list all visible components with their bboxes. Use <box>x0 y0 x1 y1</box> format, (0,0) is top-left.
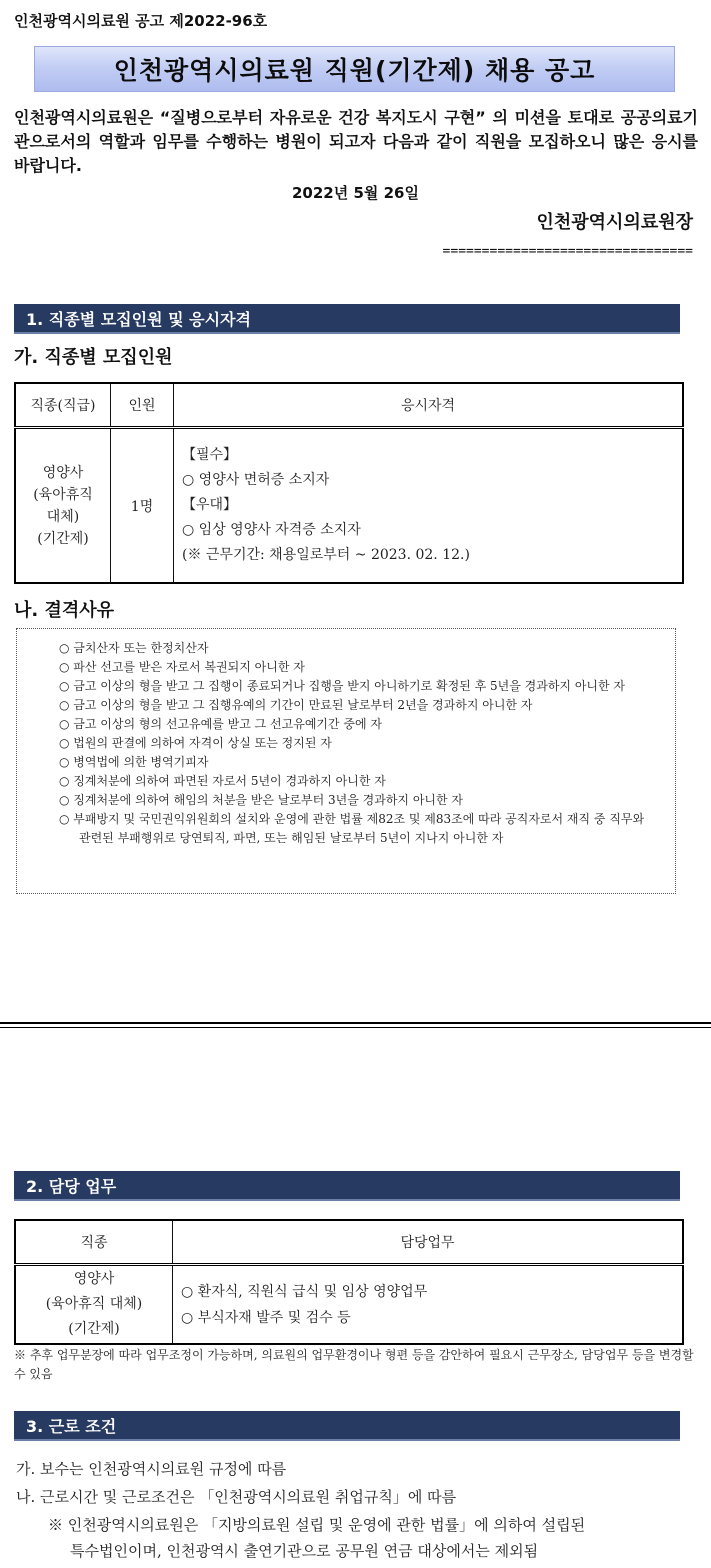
condition-item-b: 나. 근로시간 및 근로조건은 「인천광역시의료원 취업규칙」에 따름 <box>16 1488 457 1506</box>
page-divider-thin <box>0 1027 711 1028</box>
condition-note-line2: 특수법인이며, 인천광역시 출연기관으로 공무원 연금 대상에서는 제외됨 <box>70 1542 539 1560</box>
qualification-cell <box>174 428 684 584</box>
required-label: 【필수】 <box>182 447 238 463</box>
condition-item-a: 가. 보수는 인천광역시의료원 규정에 따름 <box>16 1460 287 1478</box>
duty-item: ○ 부식자재 발주 및 검수 등 <box>181 1309 351 1326</box>
list-item: ○ 금치산자 또는 한정치산자 <box>59 641 209 655</box>
table-header-row <box>15 383 683 428</box>
job-line: 영양사 <box>73 1271 115 1287</box>
job-line: (기간제) <box>37 530 89 547</box>
count-cell: 1명 <box>111 428 174 584</box>
list-item: ○ 금고 이상의 형의 선고유예를 받고 그 선고유예기간 중에 자 <box>59 717 383 731</box>
job-line: 대체) <box>46 508 80 525</box>
subheading-recruitment: 가. 직종별 모집인원 <box>14 347 173 368</box>
list-item: ○ 병역법에 의한 병역기피자 <box>59 755 209 769</box>
job-cell <box>15 428 111 584</box>
notice-number: 인천광역시의료원 공고 제2022-96호 <box>14 12 268 30</box>
job-line: (육아휴직 대체) <box>45 1296 143 1312</box>
duties-note: ※ 추후 업무분장에 따라 업무조정이 가능하며, 의료원의 업무환경이나 형편 등을 감안하여 필요시 근무장소, 담당업무 등을 변경할 수 있음 <box>14 1348 694 1381</box>
header-count: 인원 <box>111 383 174 428</box>
disqualification-box <box>16 628 676 894</box>
header-qualification: 응시자격 <box>174 383 684 428</box>
list-item: ○ 징계처분에 의하여 파면된 자로서 5년이 경과하지 아니한 자 <box>59 774 386 788</box>
required-item: ○ 영양사 면허증 소지자 <box>182 472 330 488</box>
duty-item: ○ 환자식, 직원식 급식 및 임상 영양업무 <box>181 1283 428 1300</box>
duties-table <box>14 1219 684 1345</box>
duties-cell <box>173 1265 684 1345</box>
section-2-title: 2. 담당 업무 <box>26 1176 117 1196</box>
list-item: ○ 징계처분에 의하여 해임의 처분을 받은 날로부터 3년을 경과하지 아니한 자 <box>59 793 464 807</box>
header-duties: 담당업무 <box>173 1220 684 1265</box>
preferred-label: 【우대】 <box>182 497 238 513</box>
disqualification-list <box>17 629 675 848</box>
period-note: (※ 근무기간: 채용일로부터 ~ 2023. 02. 12.) <box>182 547 470 563</box>
list-item: ○ 부패방지 및 국민권익위원회의 설치와 운영에 관한 법률 제82조 및 제83조에 따라 공직자로서 재직 중 직무와 관련된 부패행위로 당연퇴직, 파면, 또는 해임된 날로부터 5년이 지나지 아니한 자 <box>59 812 645 845</box>
section-1-title: 1. 직종별 모집인원 및 응시자격 <box>26 309 251 329</box>
table-header-row <box>15 1220 683 1265</box>
header-job: 직종(직급) <box>15 383 111 428</box>
page-title: 인천광역시의료원 직원(기간제) 채용 공고 <box>113 56 596 85</box>
job-line: 영양사 <box>42 464 84 481</box>
list-item: ○ 파산 선고를 받은 자로서 복권되지 아니한 자 <box>59 660 305 674</box>
page-divider <box>0 1022 711 1024</box>
job-line: (기간제) <box>68 1321 120 1337</box>
job-line: (육아휴직 <box>33 486 93 503</box>
header-job: 직종 <box>15 1220 173 1265</box>
list-item: ○ 금고 이상의 형을 받고 그 집행이 종료되거나 집행을 받지 아니하기로 확정된 후 5년을 경과하지 아니한 자 <box>59 679 626 693</box>
preferred-item: ○ 임상 영양사 자격증 소지자 <box>182 522 361 538</box>
condition-note-line1: ※ 인천광역시의료원은 「지방의료원 설립 및 운영에 관한 법률」에 의하여 설립된 <box>48 1516 586 1534</box>
section-1-bar <box>14 304 680 334</box>
section-3-bar <box>14 1411 680 1441</box>
separator-line: ================================ <box>442 244 693 259</box>
table-row <box>15 1265 683 1345</box>
list-item: ○ 금고 이상의 형을 받고 그 집행유예의 기간이 만료된 날로부터 2년을 경과하지 아니한 자 <box>59 698 533 712</box>
intro-paragraph: 인천광역시의료원은 “질병으로부터 자유로운 건강 복지도시 구현” 의 미션을 토대로 공공의료기관으로서의 역할과 임무를 수행하는 병원이 되고자 다음과 같이 직원을 모집하오니 많은 응시를 바랍니다. <box>14 108 698 175</box>
job-cell <box>15 1265 173 1345</box>
section-3-title: 3. 근로 조건 <box>26 1416 117 1436</box>
section-2-bar <box>14 1171 680 1201</box>
recruitment-table <box>14 382 684 584</box>
subheading-disqualification: 나. 결격사유 <box>14 600 115 621</box>
title-banner <box>34 46 675 92</box>
signer: 인천광역시의료원장 <box>536 212 693 233</box>
list-item: ○ 법원의 판결에 의하여 자격이 상실 또는 정지된 자 <box>59 736 332 750</box>
table-row <box>15 428 683 584</box>
notice-date: 2022년 5월 26일 <box>292 184 419 202</box>
